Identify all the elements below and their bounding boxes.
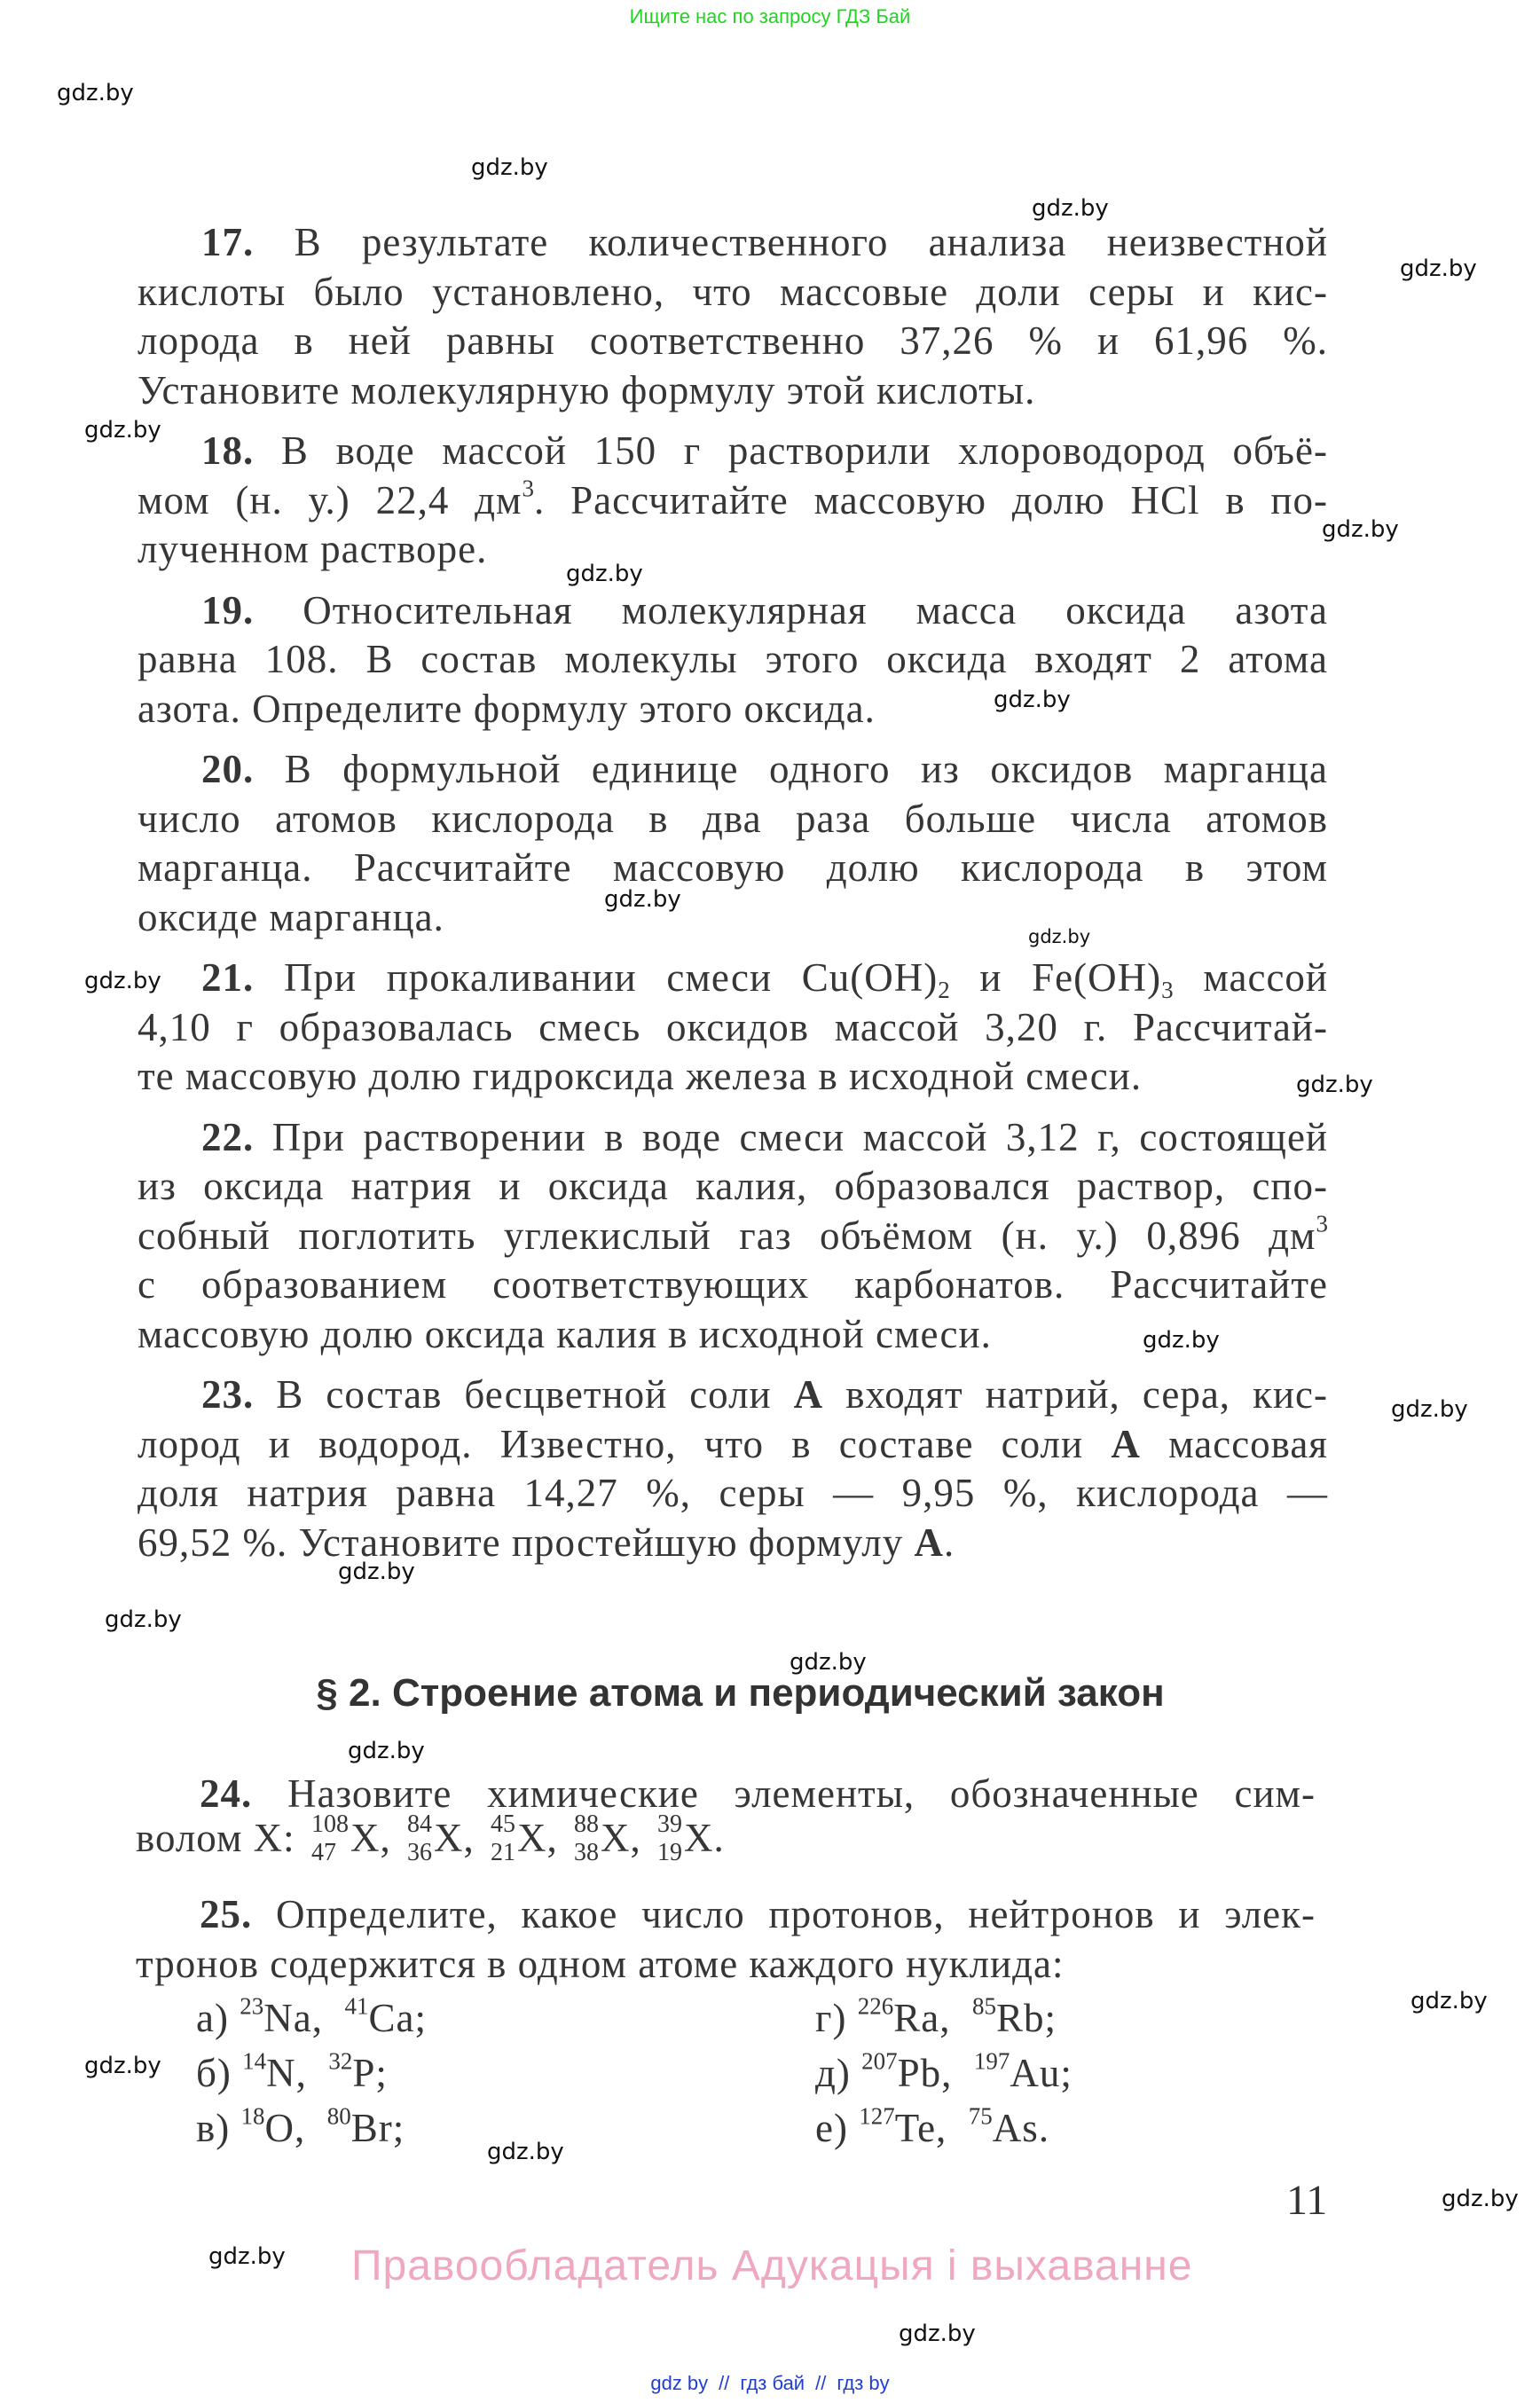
problem-text: Определите, какое число протонов, нейтронов и элек- — [276, 1892, 1316, 1936]
element-symbol: Ra — [893, 1996, 940, 2040]
mass-number: 226 — [857, 1992, 894, 2020]
mass-number: 39 — [656, 1810, 682, 1838]
text-segment: 69,52 %. Установите простейшую формулу — [138, 1520, 915, 1565]
atomic-number: 47 — [310, 1838, 336, 1866]
element-symbol: X — [600, 1815, 631, 1860]
nuclide-stack — [311, 1810, 349, 1867]
problem-line — [138, 218, 1328, 268]
problem-line — [138, 1113, 1328, 1163]
problem-line: тронов содержится в одном атоме каждого нуклида: — [136, 1941, 1065, 1986]
element-symbol: X — [516, 1815, 547, 1860]
nuclide-item-a — [196, 1991, 427, 2046]
atomic-number: 38 — [573, 1838, 599, 1866]
page-number: 11 — [1286, 2177, 1328, 2224]
separator: , — [311, 1996, 323, 2040]
mass-number: 207 — [861, 2047, 898, 2075]
mass-number: 45 — [490, 1810, 515, 1838]
item-label: е) — [815, 2106, 848, 2150]
problem-number: 21. — [201, 955, 255, 1000]
problem-19 — [138, 586, 1328, 734]
problem-number: 19. — [201, 587, 255, 632]
problem-number: 23. — [201, 1372, 255, 1417]
problem-18 — [138, 427, 1328, 575]
atomic-number: 36 — [406, 1838, 432, 1866]
watermark: gdz.by — [84, 2053, 161, 2079]
problem-line: кислоты было установлено, что массовые доли серы и кис- — [138, 269, 1328, 314]
separator: , — [380, 1815, 391, 1860]
problem-25 — [136, 1890, 1316, 1989]
watermark: gdz.by — [338, 1559, 415, 1585]
text-segment: и Fe(OH) — [949, 955, 1162, 1000]
problem-22 — [138, 1113, 1328, 1360]
subscript: 2 — [938, 977, 950, 1004]
problem-number: 22. — [201, 1114, 255, 1159]
problem-line — [138, 1370, 1328, 1420]
mass-number: 32 — [328, 2047, 353, 2075]
separator: ; — [392, 2106, 405, 2150]
nuclide-stack — [574, 1810, 599, 1867]
section-heading: § 2. Строение атома и периодический закон — [316, 1671, 1165, 1715]
nuclide-notation — [569, 1810, 641, 1866]
element-symbol: Pb — [897, 2051, 942, 2095]
salt-symbol: А — [793, 1372, 824, 1417]
nuclide-stack — [657, 1810, 682, 1867]
watermark: gdz.by — [566, 561, 643, 587]
item-label: а) — [196, 1996, 229, 2040]
top-banner: Ищите нас по запросу ГДЗ Бай — [629, 5, 911, 27]
watermark: gdz.by — [1028, 926, 1091, 947]
problem-line — [138, 476, 1328, 526]
watermark: gdz.by — [471, 154, 548, 181]
problem-line: Установите молекулярную формулу этой кислоты. — [138, 367, 1036, 412]
text-segment: . Рассчитайте массовую долю HCl в по- — [534, 477, 1328, 522]
watermark: gdz.by — [57, 80, 134, 106]
text-segment: лород и водород. Известно, что в составе соли — [138, 1421, 1112, 1466]
watermark: gdz.by — [1410, 1988, 1488, 2014]
problem-number: 25. — [200, 1892, 253, 1936]
footer-link-gdz-by-cyr[interactable]: гдз by — [837, 2372, 890, 2394]
nuclide-stack — [491, 1810, 515, 1867]
problem-17 — [138, 218, 1328, 415]
watermark: gdz.by — [105, 1606, 182, 1633]
mass-number: 85 — [971, 1992, 996, 2020]
copyright-notice: Правообладатель Адукацыя і выхаванне — [351, 2242, 1193, 2289]
item-label: б) — [196, 2051, 232, 2095]
problem-number: 24. — [200, 1771, 253, 1816]
mass-number: 108 — [310, 1810, 349, 1838]
problem-number: 17. — [201, 220, 255, 264]
nuclide-stack — [407, 1810, 432, 1867]
element-symbol: Te — [894, 2106, 937, 2150]
problem-text: В формульной единице одного из оксидов марганца — [284, 747, 1328, 791]
watermark: gdz.by — [1322, 516, 1399, 543]
footer-links — [0, 2373, 1540, 2394]
text-segment: При прокаливании смеси Cu(OH) — [283, 955, 939, 1000]
separator: , — [463, 1815, 475, 1860]
problem-number: 18. — [201, 428, 255, 473]
watermark: gdz.by — [994, 687, 1071, 713]
text-segment: мом (н. у.) 22,4 дм — [138, 477, 522, 522]
problem-line: с образованием соответствующих карбонатов. Рассчитайте — [138, 1262, 1328, 1307]
element-symbol: X — [350, 1815, 381, 1860]
watermark: gdz.by — [790, 1649, 867, 1676]
problem-line: доля натрия равна 14,27 %, серы — 9,95 %, кислорода — — [138, 1471, 1328, 1515]
element-symbol: As — [992, 2106, 1039, 2150]
problem-line — [136, 1890, 1316, 1940]
item-label: д) — [815, 2051, 851, 2095]
footer-link-gdz-by[interactable]: gdz by — [650, 2372, 709, 2394]
separator: , — [941, 2051, 953, 2095]
problem-line: те массовую долю гидроксида железа в исходной смеси. — [138, 1054, 1143, 1098]
problem-20 — [138, 745, 1328, 942]
element-symbol: X — [683, 1815, 714, 1860]
problem-line — [138, 1420, 1328, 1470]
salt-symbol: А — [914, 1520, 944, 1565]
separator: , — [630, 1815, 641, 1860]
problem-text: Назовите химические элементы, обозначенные сим- — [287, 1771, 1316, 1816]
problem-text: волом X: — [136, 1815, 295, 1860]
watermark: gdz.by — [1143, 1327, 1220, 1354]
mass-number: 75 — [968, 2102, 993, 2130]
problem-line — [138, 1519, 1328, 1568]
subscript: 3 — [1161, 977, 1174, 1004]
watermark: gdz.by — [84, 417, 161, 444]
element-symbol: Rb — [995, 1996, 1045, 2040]
section-1-problems — [138, 218, 1328, 1567]
problem-line: марганца. Рассчитайте массовую долю кислорода в этом — [138, 845, 1328, 890]
problem-23 — [138, 1370, 1328, 1567]
problem-line — [138, 1212, 1328, 1261]
text-segment: собный поглотить углекислый газ объёмом (н. у.) 0,896 дм — [138, 1213, 1316, 1258]
mass-number: 84 — [406, 1810, 432, 1838]
mass-number: 127 — [859, 2102, 895, 2130]
separator: . — [713, 1815, 725, 1860]
problem-line: массовую долю оксида калия в исходной смеси. — [138, 1311, 992, 1356]
problem-24 — [136, 1770, 1316, 1866]
nuclide-notation — [652, 1810, 725, 1866]
separator: ; — [414, 1996, 427, 2040]
nuclide-item-e — [815, 2101, 1049, 2156]
watermark: gdz.by — [1391, 1396, 1468, 1423]
mass-number: 41 — [344, 1992, 369, 2020]
problem-line: азота. Определите формулу этого оксида. — [138, 686, 876, 731]
footer-separator: // — [815, 2372, 827, 2394]
atomic-number: 19 — [656, 1838, 682, 1866]
mass-number: 197 — [973, 2047, 1010, 2075]
separator: . — [1038, 2106, 1050, 2150]
watermark: gdz.by — [1442, 2186, 1519, 2212]
separator: , — [939, 1996, 951, 2040]
separator: , — [295, 2051, 307, 2095]
element-symbol: Ca — [368, 1996, 415, 2040]
problem-line — [138, 954, 1328, 1003]
problem-text: В воде массой 150 г растворили хлороводород объё- — [280, 428, 1328, 473]
salt-symbol: А — [1111, 1421, 1141, 1466]
element-symbol: P — [352, 2051, 376, 2095]
footer-separator: // — [719, 2372, 730, 2394]
nuclide-notation — [485, 1810, 558, 1866]
nuclide-item-b — [196, 2046, 388, 2101]
problem-text: В результате количественного анализа неизвестной — [294, 220, 1329, 264]
problem-line: лорода в ней равны соответственно 37,26 % и 61,96 %. — [138, 318, 1328, 363]
watermark: gdz.by — [208, 2243, 286, 2270]
separator: , — [936, 2106, 947, 2150]
nuclide-notation — [402, 1810, 475, 1866]
watermark: gdz.by — [84, 968, 161, 994]
problem-line: лученном растворе. — [138, 527, 488, 571]
mass-number: 23 — [240, 1992, 264, 2020]
watermark: gdz.by — [1296, 1072, 1373, 1098]
element-symbol: Br — [350, 2106, 393, 2150]
text-segment: массовая — [1140, 1421, 1328, 1466]
problem-number: 20. — [201, 747, 255, 791]
problem-text: Относительная молекулярная масса оксида азота — [302, 587, 1328, 632]
separator: ; — [375, 2051, 388, 2095]
problem-line — [138, 745, 1328, 795]
problem-line: из оксида натрия и оксида калия, образовался раствор, спо- — [138, 1164, 1328, 1208]
watermark: gdz.by — [1032, 195, 1109, 222]
nuclide-item-v — [196, 2101, 405, 2156]
mass-number: 14 — [242, 2047, 267, 2075]
watermark: gdz.by — [1400, 255, 1477, 282]
watermark: gdz.by — [604, 886, 681, 913]
text-segment: В состав бесцветной соли — [276, 1372, 794, 1417]
problem-line — [138, 427, 1328, 476]
text-segment: входят натрий, сера, кис- — [823, 1372, 1328, 1417]
nuclide-item-d — [815, 2046, 1072, 2101]
nuclide-item-g — [815, 1991, 1057, 2046]
item-label: г) — [815, 1996, 847, 2040]
problem-line: число атомов кислорода в два раза больше числа атомов — [138, 796, 1328, 841]
element-symbol: Na — [263, 1996, 312, 2040]
atomic-number: 21 — [490, 1838, 515, 1866]
watermark: gdz.by — [899, 2321, 976, 2347]
element-symbol: X — [433, 1815, 464, 1860]
problem-line: равна 108. В состав молекулы этого оксида входят 2 атома — [138, 637, 1328, 681]
separator: ; — [1060, 2051, 1072, 2095]
problem-line: оксиде марганца. — [138, 894, 444, 939]
nuclide-notation — [306, 1810, 391, 1866]
element-symbol: Au — [1010, 2051, 1061, 2095]
element-symbol: N — [266, 2051, 296, 2095]
mass-number: 18 — [240, 2102, 265, 2130]
item-label: в) — [196, 2106, 231, 2150]
footer-link-gdz-bai[interactable]: гдз бай — [740, 2372, 805, 2394]
problem-text: При растворении в воде смеси массой 3,12 г, состоящей — [271, 1114, 1329, 1159]
separator: , — [294, 2106, 306, 2150]
mass-number: 88 — [573, 1810, 599, 1838]
text-segment: . — [944, 1520, 955, 1565]
problem-line — [138, 586, 1328, 636]
watermark: gdz.by — [487, 2139, 564, 2165]
superscript: 3 — [1316, 1210, 1328, 1237]
mass-number: 80 — [326, 2102, 351, 2130]
separator: ; — [1044, 1996, 1057, 2040]
watermark: gdz.by — [348, 1738, 425, 1764]
separator: , — [546, 1815, 558, 1860]
problem-line: 4,10 г образовалась смесь оксидов массой 3,20 г. Рассчитай- — [138, 1004, 1328, 1049]
text-segment: массой — [1173, 955, 1328, 1000]
problem-21 — [138, 954, 1328, 1102]
superscript: 3 — [522, 475, 535, 502]
element-symbol: O — [264, 2106, 295, 2150]
